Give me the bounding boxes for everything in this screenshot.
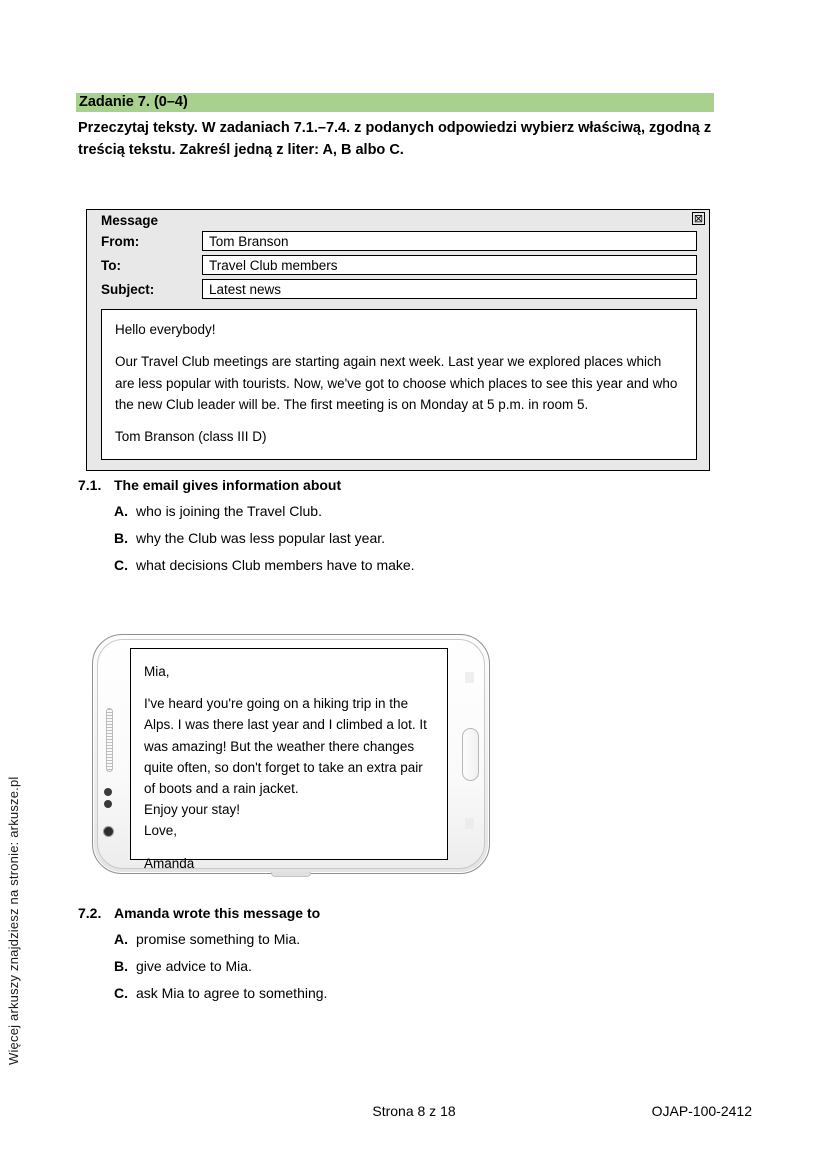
- email-message-window: [86, 209, 710, 471]
- task-header-label: Zadanie 7. (0–4): [79, 94, 188, 111]
- email-body-signature: Tom Branson (class III D): [115, 429, 267, 445]
- email-field-to-label: To:: [101, 257, 121, 273]
- question-7-2-number: 7.2.: [78, 905, 102, 921]
- email-field-from-value[interactable]: Tom Branson: [202, 231, 697, 251]
- phone-illustration: [92, 634, 490, 874]
- option-text: what decisions Club members have to make.: [136, 557, 415, 573]
- speaker-grille-icon: [106, 708, 113, 772]
- email-fields: [87, 231, 709, 309]
- phone-screen: [130, 648, 448, 871]
- phone-message-closing-2: Love,: [144, 823, 178, 839]
- question-7-2-stem: Amanda wrote this message to: [114, 905, 321, 921]
- close-icon[interactable]: ⊠: [693, 212, 704, 225]
- sensor-dot-icon: [104, 800, 112, 808]
- sensor-dot-icon: [104, 788, 112, 796]
- question-7-1-option-c[interactable]: [78, 557, 738, 573]
- option-text: promise something to Mia.: [136, 931, 301, 947]
- question-7-1-number: 7.1.: [78, 477, 102, 493]
- email-field-from: [101, 231, 697, 251]
- email-field-subject-label: Subject:: [101, 281, 155, 297]
- email-body-paragraph: Our Travel Club meetings are starting again next week. Last year we explored places which are less popular with tourists. Now, we've got to choose which places to see this year and who the new Club leader will be. The first meeting is on Monday at 5 p.m. in room 5.: [115, 354, 678, 412]
- camera-lens-icon: [103, 826, 114, 837]
- question-7-2-stem-row: [78, 905, 738, 921]
- question-7-2-option-c[interactable]: [78, 985, 738, 1001]
- phone-message-body: I've heard you're going on a hiking trip in the Alps. I was there last year and I climbed a lot. It was amazing! But the weather there changes quite often, so don't forget to take an extra pair of boots and a rain jacket.: [144, 696, 427, 796]
- question-7-2-option-a[interactable]: [78, 931, 738, 947]
- question-7-1-option-b[interactable]: [78, 530, 738, 546]
- option-letter: B.: [114, 958, 128, 974]
- email-titlebar: [87, 210, 709, 231]
- email-body: [101, 309, 697, 460]
- email-field-subject: [101, 279, 697, 299]
- option-text: why the Club was less popular last year.: [136, 530, 386, 546]
- email-body-greeting: Hello everybody!: [115, 322, 216, 337]
- option-text: ask Mia to agree to something.: [136, 985, 328, 1001]
- email-field-from-label: From:: [101, 233, 140, 249]
- option-letter: C.: [114, 557, 128, 573]
- question-7-1-stem-row: [78, 477, 738, 493]
- option-letter: A.: [114, 931, 128, 947]
- phone-message-signature: Amanda: [144, 855, 195, 871]
- phone-message-greeting: Mia,: [144, 664, 170, 679]
- email-field-to: [101, 255, 697, 275]
- option-text: give advice to Mia.: [136, 958, 252, 974]
- option-letter: A.: [114, 503, 128, 519]
- question-7-1-stem: The email gives information about: [114, 477, 342, 493]
- task-header-bar: [76, 93, 714, 112]
- email-field-to-value[interactable]: Travel Club members: [202, 255, 697, 275]
- question-7-2: [78, 905, 738, 1012]
- phone-message-closing-1: Enjoy your stay!: [144, 802, 241, 818]
- capacitive-key-icon[interactable]: [465, 672, 474, 683]
- option-letter: B.: [114, 530, 128, 546]
- capacitive-key-icon[interactable]: [465, 818, 474, 829]
- question-7-1: [78, 477, 738, 584]
- task-instructions: Przeczytaj teksty. W zadaniach 7.1.–7.4. z podanych odpowiedzi wybierz właściwą, zgodną z treścią tekstu. Zakreśl jedną z liter: A, B albo C.: [78, 120, 712, 159]
- option-text: who is joining the Travel Club.: [136, 503, 322, 519]
- email-field-subject-value[interactable]: Latest news: [202, 279, 697, 299]
- question-7-1-option-a[interactable]: [78, 503, 738, 519]
- option-letter: C.: [114, 985, 128, 1001]
- email-window-title: Message: [101, 213, 159, 228]
- sidebar-watermark-text: Więcej arkuszy znajdziesz na stronie: arkusze.pl: [6, 776, 21, 1065]
- question-7-2-option-b[interactable]: [78, 958, 738, 974]
- footer-page-number: Strona 8 z 18: [372, 1103, 456, 1119]
- footer-document-code: OJAP-100-2412: [651, 1103, 752, 1119]
- home-button[interactable]: [462, 728, 479, 781]
